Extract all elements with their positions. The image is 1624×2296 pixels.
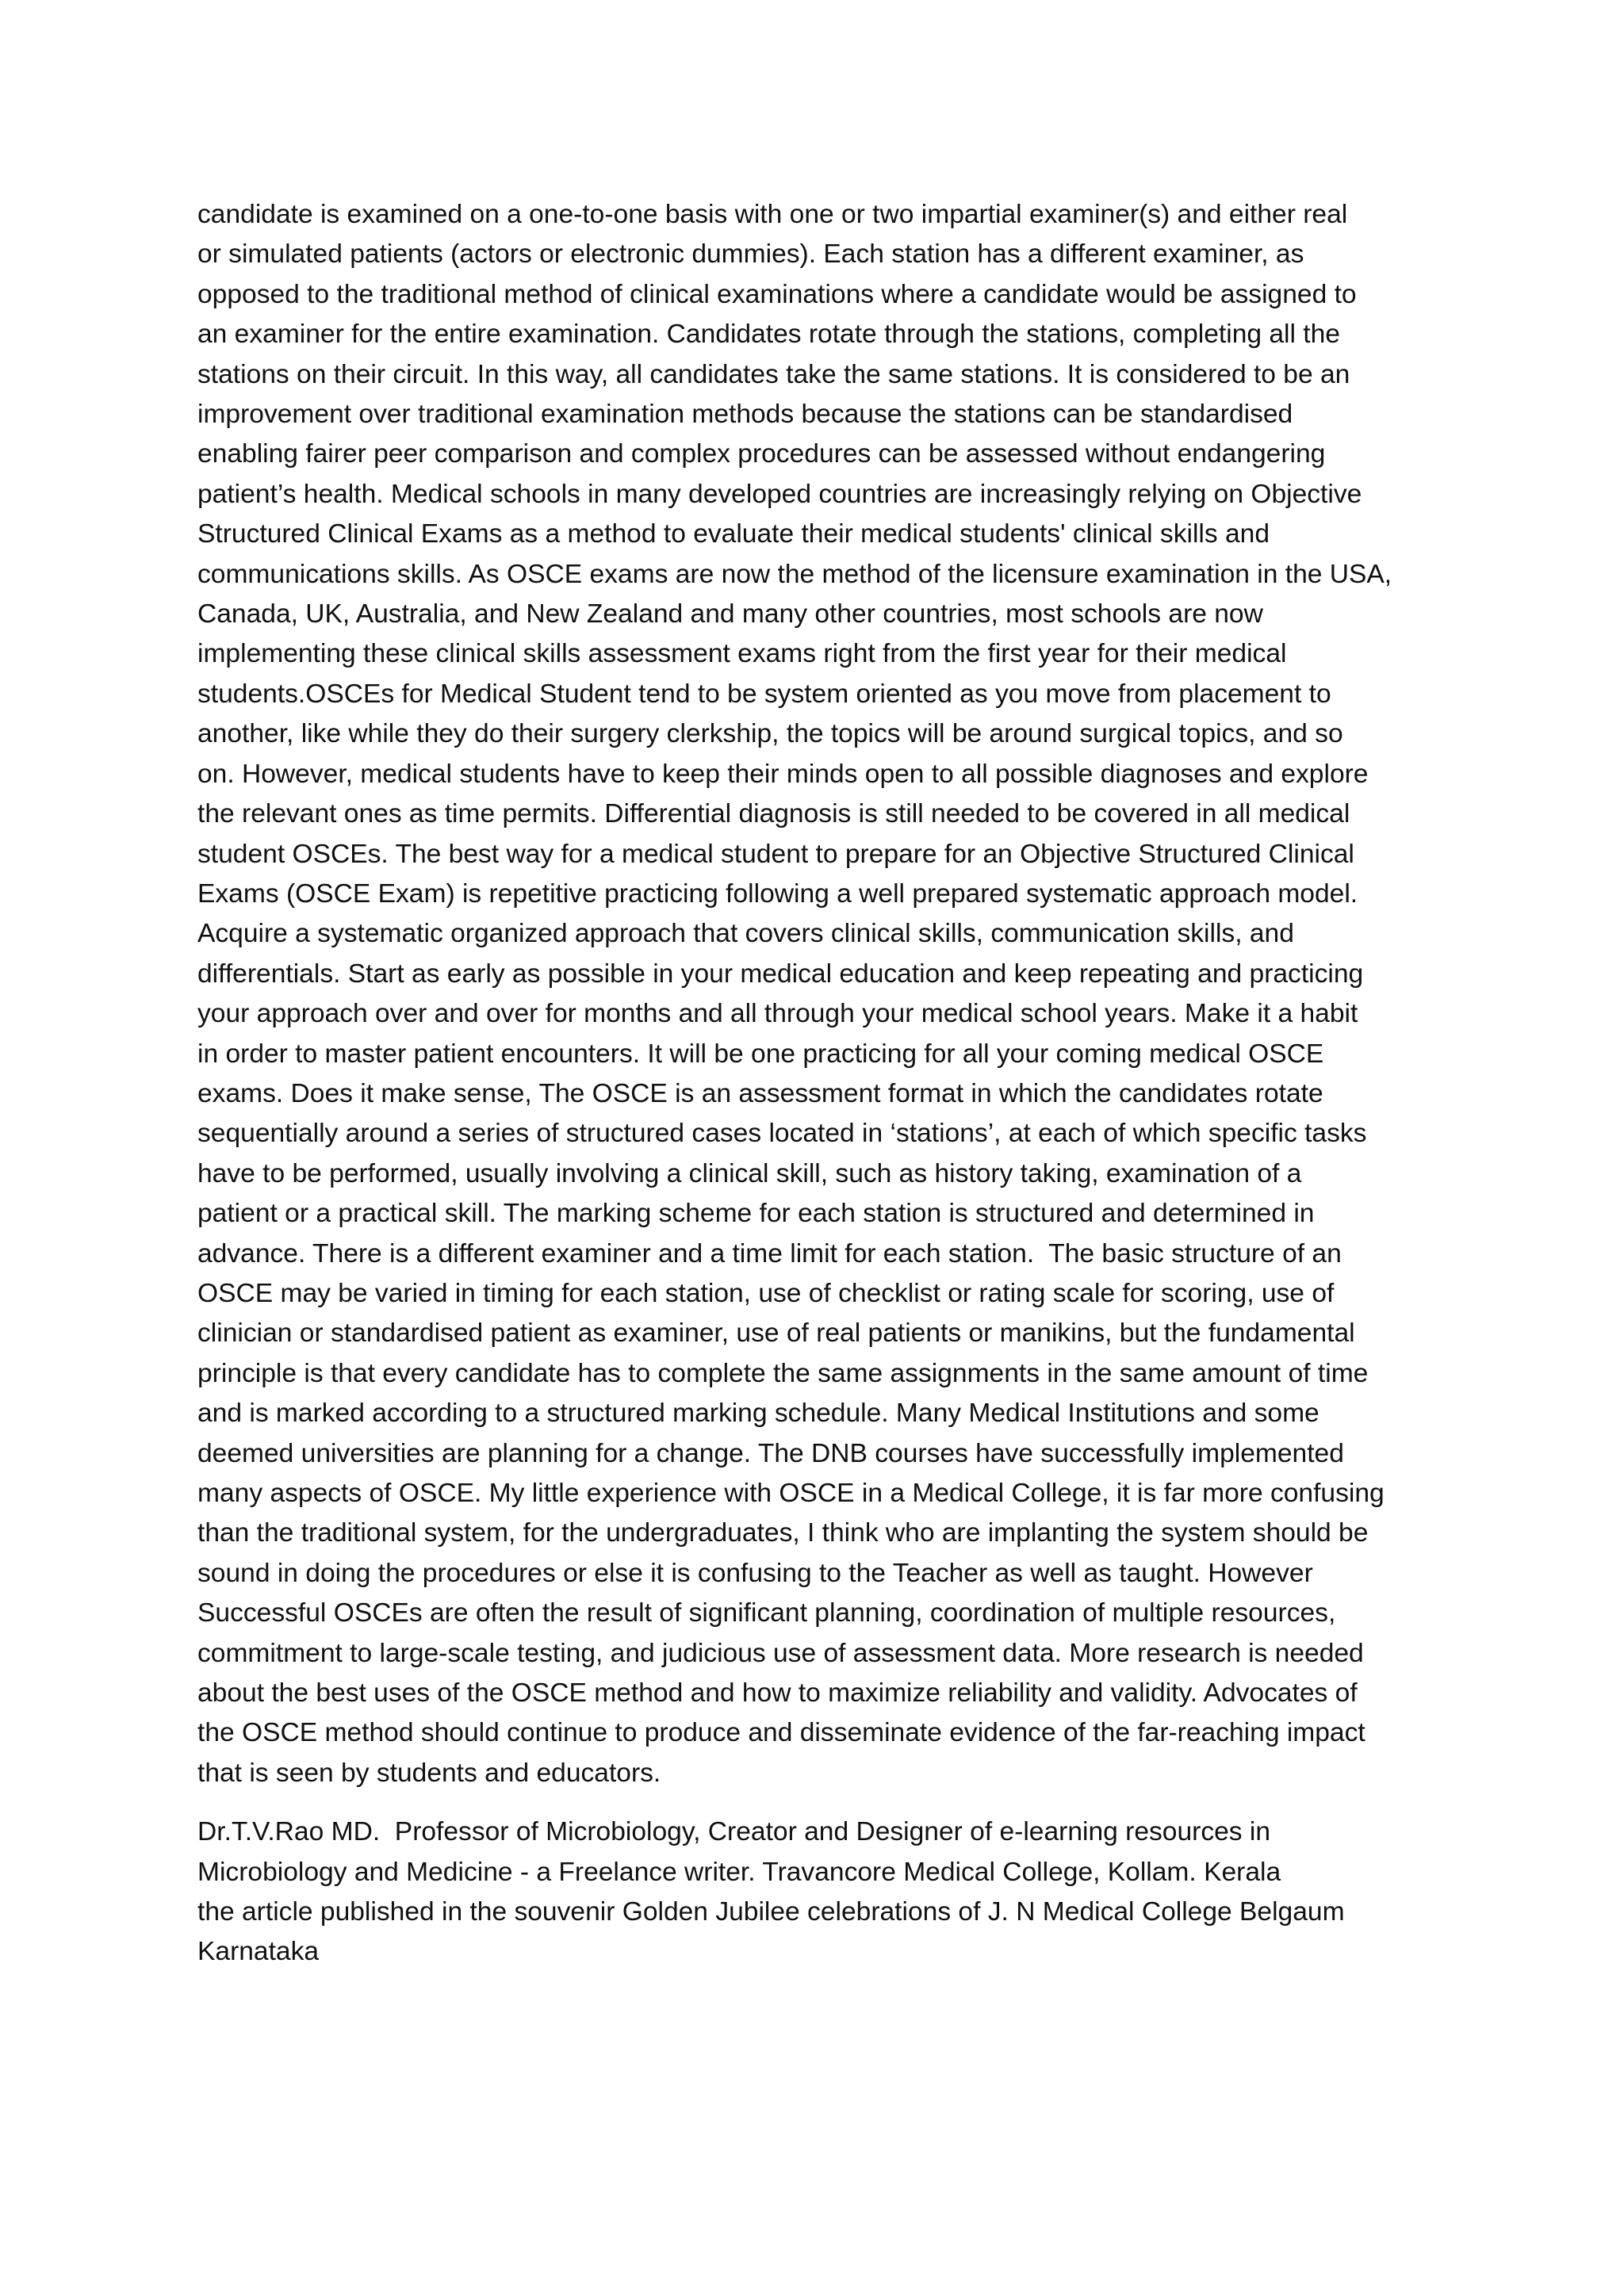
author-note: [197, 1812, 1442, 1973]
body-text-line: patient or a practical skill. The marking scheme for each station is structured and determined in: [197, 1199, 1315, 1229]
body-text-line: than the traditional system, for the undergraduates, I think who are implanting the system should be: [197, 1518, 1369, 1548]
body-text-line: OSCE may be varied in timing for each station, use of checklist or rating scale for scoring, use of: [197, 1278, 1335, 1308]
body-text-line: patient’s health. Medical schools in many developed countries are increasingly relying on Objective: [197, 479, 1362, 509]
document-page: [197, 195, 1442, 1973]
body-text-line: your approach over and over for months and all through your medical school years. Make it a habit: [197, 999, 1358, 1029]
body-text-line: many aspects of OSCE. My little experience with OSCE in a Medical College, it is far more confusing: [197, 1479, 1385, 1508]
author-text-line: Microbiology and Medicine - a Freelance writer. Travancore Medical College, Kollam. Kerala: [197, 1857, 1281, 1887]
body-text-line: Acquire a systematic organized approach that covers clinical skills, communication skills, and: [197, 919, 1294, 949]
body-text-line: improvement over traditional examination methods because the stations can be standardised: [197, 400, 1293, 430]
body-text-line: and is marked according to a structured marking schedule. Many Medical Institutions and some: [197, 1399, 1320, 1429]
body-text-line: or simulated patients (actors or electronic dummies). Each station has a different examiner, as: [197, 239, 1304, 270]
body-text-line: opposed to the traditional method of clinical examinations where a candidate would be assigned to: [197, 279, 1357, 309]
body-text-line: Structured Clinical Exams as a method to evaluate their medical students' clinical skills and: [197, 519, 1270, 549]
body-text-line: sound in doing the procedures or else it is confusing to the Teacher as well as taught. However: [197, 1558, 1313, 1588]
body-text-line: principle is that every candidate has to complete the same assignments in the same amount of time: [197, 1358, 1369, 1388]
body-text-line: another, like while they do their surgery clerkship, the topics will be around surgical topics, and so: [197, 719, 1343, 749]
body-text-line: sequentially around a series of structured cases located in ‘stations’, at each of which specific tasks: [197, 1119, 1367, 1149]
body-text-line: that is seen by students and educators.: [197, 1758, 661, 1788]
body-text-line: advance. There is a different examiner and a time limit for each station. The basic structure of an: [197, 1238, 1342, 1269]
body-text-line: students.OSCEs for Medical Student tend to be system oriented as you move from placement to: [197, 679, 1331, 709]
body-text-line: enabling fairer peer comparison and complex procedures can be assessed without endangering: [197, 439, 1326, 469]
body-text-line: an examiner for the entire examination. Candidates rotate through the stations, completing all the: [197, 320, 1340, 350]
body-text-line: Exams (OSCE Exam) is repetitive practicing following a well prepared systematic approach model.: [197, 878, 1358, 909]
body-text-line: stations on their circuit. In this way, all candidates take the same stations. It is considered to be an: [197, 359, 1350, 389]
body-text-line: implementing these clinical skills assessment exams right from the first year for their medical: [197, 639, 1287, 669]
body-text-line: Canada, UK, Australia, and New Zealand and many other countries, most schools are now: [197, 599, 1263, 629]
body-text-line: Successful OSCEs are often the result of significant planning, coordination of multiple resources,: [197, 1598, 1336, 1628]
body-text-line: communications skills. As OSCE exams are now the method of the licensure examination in the USA,: [197, 559, 1392, 589]
body-text-line: have to be performed, usually involving a clinical skill, such as history taking, examination of a: [197, 1158, 1302, 1188]
body-text-line: clinician or standardised patient as examiner, use of real patients or manikins, but the fundamental: [197, 1318, 1355, 1349]
author-text-line: Karnataka: [197, 1937, 320, 1967]
body-text-line: exams. Does it make sense, The OSCE is an assessment format in which the candidates rotate: [197, 1078, 1323, 1108]
body-text-line: on. However, medical students have to keep their minds open to all possible diagnoses and explore: [197, 759, 1369, 789]
body-text-line: the relevant ones as time permits. Differential diagnosis is still needed to be covered in all medical: [197, 799, 1350, 829]
body-paragraph: [197, 195, 1442, 1793]
body-text-line: commitment to large-scale testing, and judicious use of assessment data. More research is needed: [197, 1638, 1364, 1668]
body-text-line: the OSCE method should continue to produce and disseminate evidence of the far-reaching impact: [197, 1718, 1365, 1748]
author-text-line: the article published in the souvenir Golden Jubilee celebrations of J. N Medical College Belgaum: [197, 1897, 1345, 1927]
body-text-line: deemed universities are planning for a change. The DNB courses have successfully implemented: [197, 1438, 1344, 1468]
body-text-line: student OSCEs. The best way for a medical student to prepare for an Objective Structured Clinical: [197, 839, 1354, 869]
author-text-line: Dr.T.V.Rao MD. Professor of Microbiology, Creator and Designer of e-learning resources in: [197, 1817, 1271, 1847]
body-text-line: in order to master patient encounters. It will be one practicing for all your coming medical OSCE: [197, 1039, 1324, 1069]
body-text-line: candidate is examined on a one-to-one basis with one or two impartial examiner(s) and either real: [197, 200, 1348, 229]
body-text-line: differentials. Start as early as possible in your medical education and keep repeating and practicing: [197, 959, 1364, 989]
body-text-line: about the best uses of the OSCE method and how to maximize reliability and validity. Advocates of: [197, 1678, 1358, 1709]
